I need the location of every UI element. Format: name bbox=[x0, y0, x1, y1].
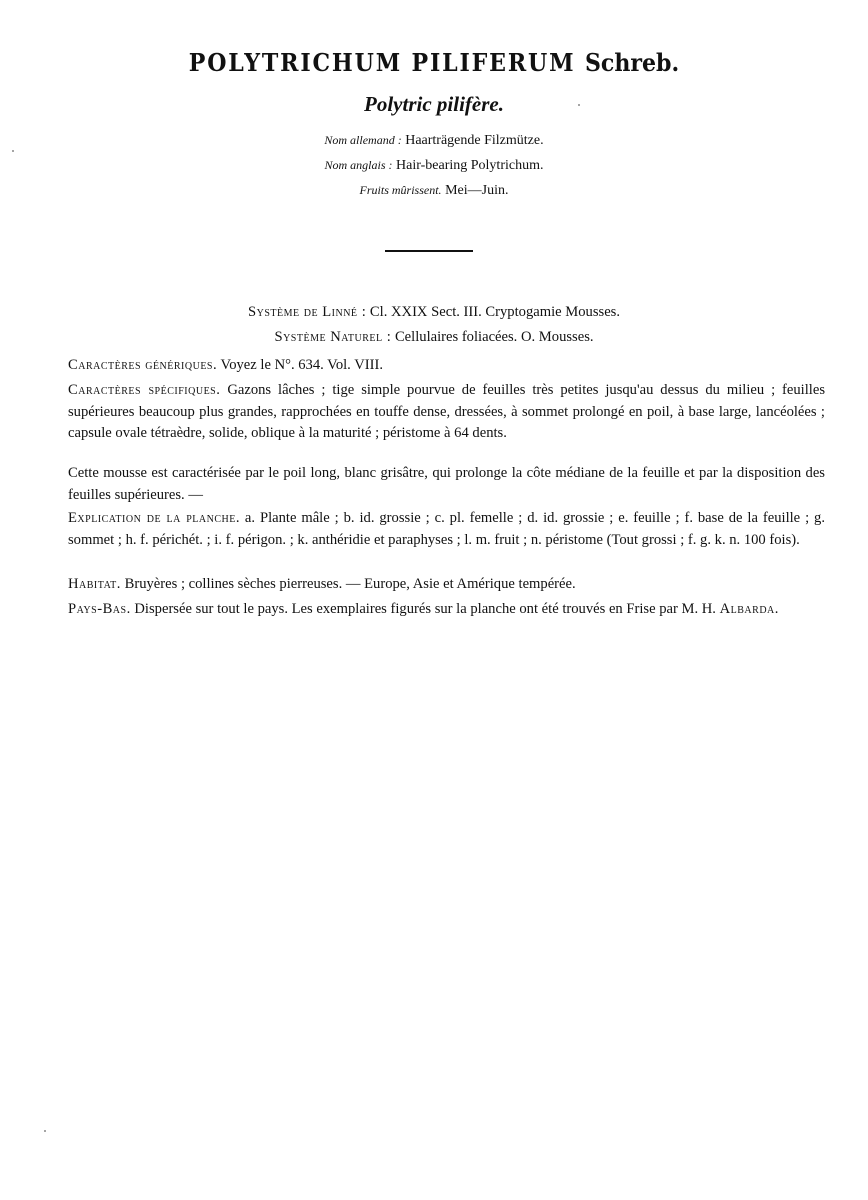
english-name-value: Hair-bearing Polytrichum. bbox=[396, 158, 544, 173]
english-name-line bbox=[0, 158, 868, 174]
author-abbrev: Schreb. bbox=[584, 48, 680, 77]
generic-characters-text: Voyez le N°. 634. Vol. VIII. bbox=[220, 357, 383, 373]
scan-speck bbox=[578, 104, 580, 106]
french-name: Polytric pilifère. bbox=[364, 92, 504, 116]
plate-explanation-label: Explication de la planche. bbox=[68, 510, 240, 526]
fruits-label: Fruits mûrissent. bbox=[359, 183, 442, 197]
description-paragraph bbox=[68, 463, 825, 506]
latin-name: POLYTRICHUM PILIFERUM bbox=[188, 48, 576, 77]
linne-system-line bbox=[0, 302, 868, 324]
specific-characters-paragraph bbox=[68, 380, 825, 445]
specific-characters-text: Gazons lâches ; tige simple pourvue de feuilles très petites jusqu'au dessus du milieu ; feuilles supérieures beaucoup plus grandes, rapprochées en touffe dense, dressées, à sommet prolongé en poil, à base large, lancéolées ; capsule ovale tétraèdre, solide, oblique à la maturité ; péristome à 64 dents. bbox=[68, 382, 826, 441]
natural-system-label: Système Naturel : bbox=[274, 329, 392, 345]
habitat-text: Bruyères ; collines sèches pierreuses. — Europe, Asie et Amérique tempérée. bbox=[124, 576, 576, 592]
section-divider bbox=[385, 250, 473, 252]
habitat-label: Habitat. bbox=[68, 576, 121, 592]
fruits-value: Mei—Juin. bbox=[445, 183, 509, 198]
natural-system-line bbox=[0, 327, 868, 349]
german-name-label: Nom allemand : bbox=[324, 133, 402, 147]
natural-system-value: Cellulaires foliacées. O. Mousses. bbox=[394, 329, 594, 345]
scan-speck bbox=[44, 1130, 46, 1132]
english-name-label: Nom anglais : bbox=[324, 158, 393, 172]
german-name-line bbox=[0, 133, 868, 149]
habitat-paragraph bbox=[68, 574, 825, 596]
plate-explanation-text: a. Plante mâle ; b. id. grossie ; c. pl. femelle ; d. id. grossie ; e. feuille ; f. base de la feuille ; g. sommet ; h. f. périchét. ; i. f. périgon. ; k. anthéridie et paraphyses ; l. m. fruit ; n. péristome (Tout grossi ; f. g. k. n. 100 fois). bbox=[68, 510, 825, 548]
scan-speck bbox=[12, 150, 14, 152]
generic-characters-paragraph bbox=[68, 355, 825, 377]
linne-system-label: Système de Linné : bbox=[248, 304, 367, 320]
linne-system-value: Cl. XXIX Sect. III. Cryptogamie Mousses. bbox=[369, 304, 620, 320]
plate-explanation-paragraph bbox=[68, 508, 825, 551]
netherlands-label: Pays-Bas. bbox=[68, 601, 131, 617]
specific-characters-label: Caractères spécifiques. bbox=[68, 382, 221, 398]
fruits-line bbox=[0, 183, 868, 199]
description-text: Cette mousse est caractérisée par le poil long, blanc grisâtre, qui prolonge la côte médiane de la feuille et par la disposition des feuilles supérieures. — bbox=[68, 465, 825, 503]
species-title bbox=[35, 48, 834, 77]
netherlands-text: Dispersée sur tout le pays. Les exemplaires figurés sur la planche ont été trouvés en Frise par M. H. bbox=[134, 601, 716, 617]
collector-name: Albarda. bbox=[719, 601, 779, 617]
netherlands-paragraph bbox=[68, 599, 825, 621]
generic-characters-label: Caractères génériques. bbox=[68, 357, 218, 373]
german-name-value: Haarträgende Filzmütze. bbox=[405, 133, 544, 148]
